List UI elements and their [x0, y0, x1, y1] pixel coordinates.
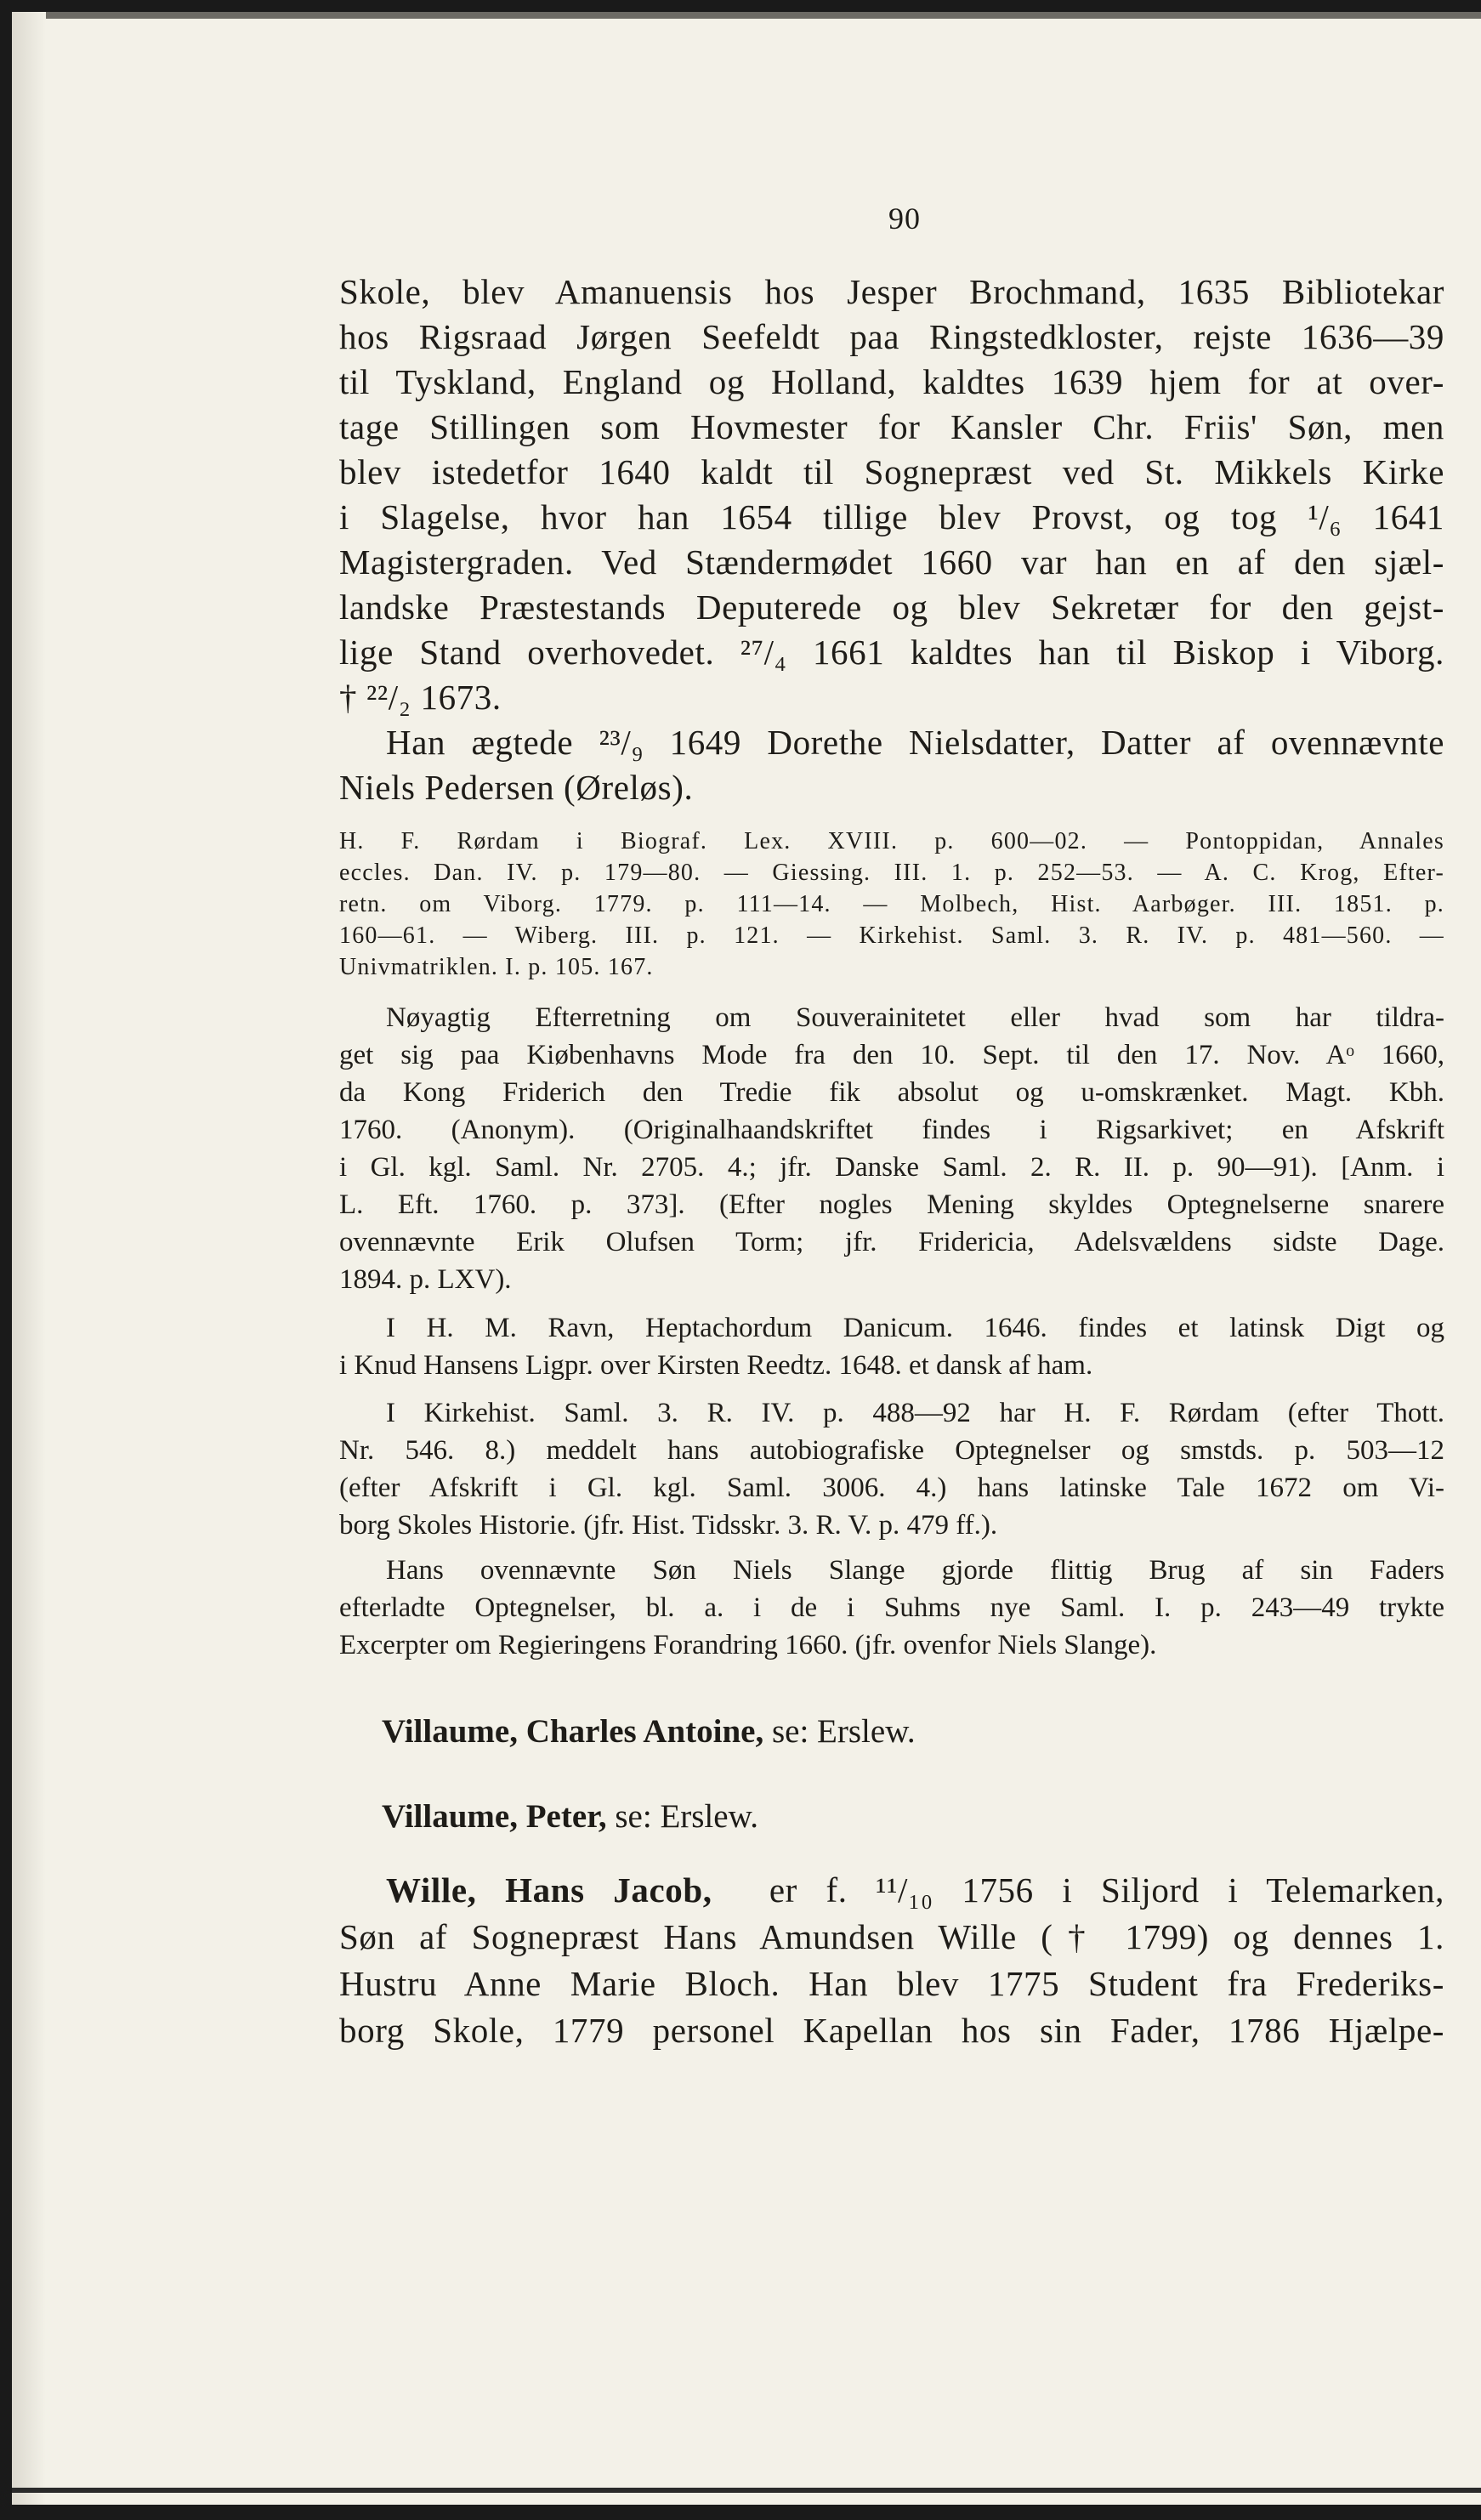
- para-line: get sig paa Kiøbenhavns Mode fra den 10. Sept. til den 17. Nov. Aᵒ 1660,: [339, 1040, 1444, 1070]
- page-number: 90: [888, 201, 921, 236]
- wille-line: Søn af Sognepræst Hans Amundsen Wille († 1799) og dennes 1.: [339, 1917, 1444, 1956]
- para-line: Hans ovennævnte Søn Niels Slange gjorde flittig Brug af sin Faders: [386, 1555, 1444, 1586]
- para-line: da Kong Friderich den Tredie fik absolut og u-omskrænket. Magt. Kbh.: [339, 1077, 1444, 1108]
- body-line: Skole, blev Amanuensis hos Jesper Brochmand, 1635 Bibliotekar: [339, 272, 1444, 311]
- entry-crossref: se: Erslew.: [606, 1798, 758, 1835]
- para-line: Excerpter om Regieringens Forandring 1660. (jfr. ovenfor Niels Slange).: [339, 1630, 1157, 1660]
- para-line: Nøyagtig Efterretning om Souverainitetet eller hvad som har tildra-: [386, 1002, 1444, 1033]
- para-line: L. Eft. 1760. p. 373]. (Efter nogles Mening skyldes Optegnelserne snarere: [339, 1189, 1444, 1220]
- note-line: H. F. Rørdam i Biograf. Lex. XVIII. p. 600—02. — Pontoppidan, Annales: [339, 828, 1444, 854]
- para-line: ovennævnte Erik Olufsen Torm; jfr. Fridericia, Adelsvældens sidste Dage.: [339, 1227, 1444, 1257]
- body-line: Niels Pedersen (Øreløs).: [339, 768, 694, 807]
- para-line: efterladte Optegnelser, bl. a. i de i Suhms nye Saml. I. p. 243—49 trykte: [339, 1592, 1444, 1623]
- note-line: eccles. Dan. IV. p. 179—80. — Giessing. III. 1. p. 252—53. — A. C. Krog, Efter-: [339, 860, 1444, 886]
- para-line: 1894. p. LXV).: [339, 1264, 512, 1295]
- wille-first-line: [339, 1870, 1444, 1910]
- para-line: Nr. 546. 8.) meddelt hans autobiografiske Optegnelser og smstds. p. 503—12: [339, 1435, 1444, 1466]
- entry-villaume-charles: [382, 1712, 916, 1751]
- wille-line: borg Skole, 1779 personel Kapellan hos sin Fader, 1786 Hjælpe-: [339, 2011, 1444, 2050]
- body-line: Magistergraden. Ved Stændermødet 1660 var han en af den sjæl-: [339, 542, 1444, 582]
- entry-crossref: se: Erslew.: [763, 1713, 916, 1750]
- para-line: i Gl. kgl. Saml. Nr. 2705. 4.; jfr. Danske Saml. 2. R. II. p. 90—91). [Anm. i: [339, 1152, 1444, 1183]
- note-line: Univmatriklen. I. p. 105. 167.: [339, 954, 654, 980]
- para-line: (efter Afskrift i Gl. kgl. Saml. 3006. 4.) hans latinske Tale 1672 om Vi-: [339, 1473, 1444, 1503]
- body-line: i Slagelse, hvor han 1654 tillige blev Provst, og tog ¹/₆ 1641: [339, 497, 1444, 536]
- para-line: I H. M. Ravn, Heptachordum Danicum. 1646. findes et latinsk Digt og: [386, 1313, 1444, 1343]
- body-line: til Tyskland, England og Holland, kaldtes 1639 hjem for at over-: [339, 362, 1444, 401]
- para-line: borg Skoles Historie. (jfr. Hist. Tidsskr. 3. R. V. p. 479 ff.).: [339, 1510, 998, 1541]
- scan-bottom-edge: [12, 2488, 1481, 2493]
- entry-name: Wille, Hans Jacob,: [386, 1870, 712, 1910]
- wille-line: er f. ¹¹/₁₀ 1756 i Siljord i Telemarken,: [769, 1870, 1444, 1910]
- note-line: 160—61. — Wiberg. III. p. 121. — Kirkehist. Saml. 3. R. IV. p. 481—560. —: [339, 922, 1444, 949]
- body-line: blev istedetfor 1640 kaldt til Sognepræst ved St. Mikkels Kirke: [339, 452, 1444, 491]
- page-binding-edge: [12, 12, 46, 2505]
- note-line: retn. om Viborg. 1779. p. 111—14. — Molbech, Hist. Aarbøger. III. 1851. p.: [339, 891, 1444, 917]
- body-line: Han ægtede ²³/₉ 1649 Dorethe Nielsdatter, Datter af ovennævnte: [386, 723, 1444, 762]
- para-line: I Kirkehist. Saml. 3. R. IV. p. 488—92 har H. F. Rørdam (efter Thott.: [386, 1398, 1444, 1428]
- para-line: i Knud Hansens Ligpr. over Kirsten Reedtz. 1648. et dansk af ham.: [339, 1350, 1093, 1381]
- body-line: tage Stillingen som Hovmester for Kansler Chr. Friis' Søn, men: [339, 407, 1444, 446]
- body-line: landske Præstestands Deputerede og blev Sekretær for den gejst-: [339, 587, 1444, 627]
- entry-villaume-peter: [382, 1797, 758, 1836]
- body-line: lige Stand overhovedet. ²⁷/₄ 1661 kaldtes han til Biskop i Viborg.: [339, 633, 1444, 672]
- para-line: 1760. (Anonym). (Originalhaandskriftet findes i Rigsarkivet; en Afskrift: [339, 1115, 1444, 1145]
- body-line: hos Rigsraad Jørgen Seefeldt paa Ringstedkloster, rejste 1636—39: [339, 317, 1444, 356]
- scan-top-edge: [12, 12, 1481, 19]
- book-page: [12, 12, 1481, 2505]
- entry-name: Villaume, Charles Antoine,: [382, 1713, 764, 1750]
- entry-name: Villaume, Peter,: [382, 1798, 607, 1835]
- body-line: † ²²/₂ 1673.: [339, 678, 502, 717]
- wille-line: Hustru Anne Marie Bloch. Han blev 1775 Student fra Frederiks-: [339, 1964, 1444, 2003]
